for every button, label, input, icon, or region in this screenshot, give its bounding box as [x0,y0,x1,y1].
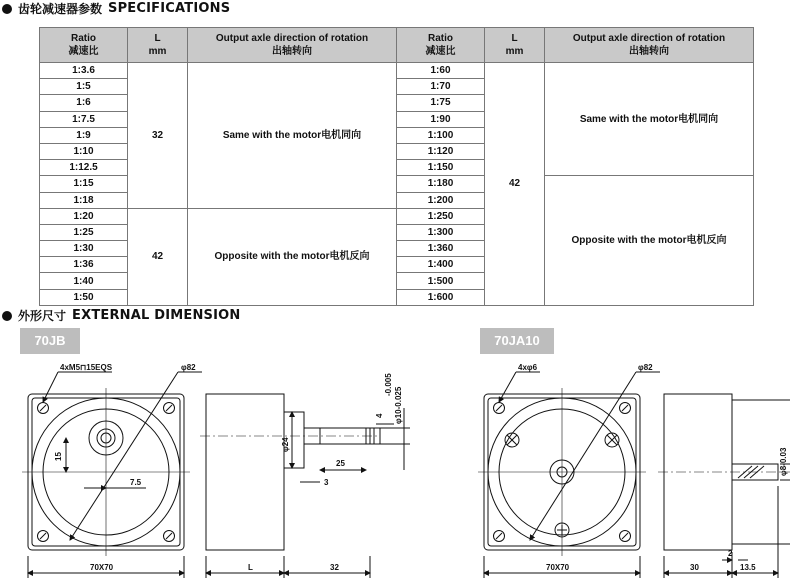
header-l: L mm [485,28,545,63]
70ja10-dia-82-label: φ82 [638,363,653,372]
70ja10-70x70-label: 70X70 [546,563,570,572]
model-tag-70jb: 70JB [20,328,80,354]
header-direction: Output axle direction of rotation 出轴转向 [188,28,397,63]
direction-cell: Opposite with the motor电机反向 [545,176,754,306]
70ja10-2-label: 2 [728,549,733,558]
ratio-cell: 1:20 [40,208,128,224]
ratio-cell: 1:40 [40,273,128,289]
header-ratio: Ratio 减速比 [397,28,485,63]
70ja10-holes-label: 4xφ6 [518,363,538,372]
70jb-dia10-label: φ10-0.025 [394,386,403,424]
70ja10-30-label: 30 [690,563,699,572]
70ja10-front-view [478,372,660,578]
ratio-cell: 1:6 [40,95,128,111]
ratio-cell: 1:5 [40,79,128,95]
header-direction: Output axle direction of rotation 出轴转向 [545,28,754,63]
ratio-cell: 1:36 [40,257,128,273]
70jb-7-5-label: 7.5 [130,478,142,487]
ratio-cell: 1:100 [397,127,485,143]
ratio-cell: 1:25 [40,224,128,240]
ratio-cell: 1:3.6 [40,63,128,79]
ratio-cell: 1:50 [40,289,128,305]
70jb-3-label: 3 [324,478,329,487]
ratio-cell: 1:200 [397,192,485,208]
ratio-cell: 1:400 [397,257,485,273]
70jb-25-label: 25 [336,459,345,468]
70ja10-13-5-label: 13.5 [740,563,756,572]
70jb-dia24-label: φ24 [281,437,290,452]
70jb-tol-label: -0.005 [384,373,393,396]
70jb-l-label: L [248,563,253,572]
70ja10-dia8-label: φ8-0.03 [779,447,788,476]
70jb-holes-label: 4xM5⊓15EQS [60,363,113,372]
l-cell: 42 [128,208,188,305]
direction-cell: Same with the motor电机同向 [188,63,397,209]
direction-cell: Same with the motor电机同向 [545,63,754,176]
ratio-cell: 1:12.5 [40,160,128,176]
ratio-cell: 1:90 [397,111,485,127]
ratio-cell: 1:9 [40,127,128,143]
ratio-cell: 1:120 [397,143,485,159]
ratio-cell: 1:180 [397,176,485,192]
model-tag-70ja10: 70JA10 [480,328,554,354]
ratio-cell: 1:500 [397,273,485,289]
ratio-cell: 1:250 [397,208,485,224]
header-l: L mm [128,28,188,63]
70jb-32-label: 32 [330,563,339,572]
ratio-cell: 1:360 [397,241,485,257]
header-ratio: Ratio 减速比 [40,28,128,63]
ratio-cell: 1:150 [397,160,485,176]
ratio-cell: 1:600 [397,289,485,305]
ratio-cell: 1:30 [40,241,128,257]
ratio-cell: 1:60 [397,63,485,79]
ratio-cell: 1:18 [40,192,128,208]
ratio-cell: 1:70 [397,79,485,95]
70jb-4-label: 4 [375,413,384,418]
ratio-cell: 1:15 [40,176,128,192]
70jb-side-view [200,394,410,578]
ratio-cell: 1:10 [40,143,128,159]
l-cell: 42 [485,63,545,306]
ratio-cell: 1:7.5 [40,111,128,127]
70jb-15-label: 15 [54,452,63,461]
70jb-dia-82-label: φ82 [181,363,196,372]
direction-cell: Opposite with the motor电机反向 [188,208,397,305]
ratio-cell: 1:300 [397,224,485,240]
70jb-70x70-label: 70X70 [90,563,114,572]
l-cell: 32 [128,63,188,209]
dimension-section-title: 外形尺寸 EXTERNAL DIMENSION [2,307,240,324]
ratio-cell: 1:75 [397,95,485,111]
spec-section-title: 齿轮减速器参数 SPECIFICATIONS [2,0,230,17]
70ja10-side-view [658,394,790,578]
70jb-front-view [22,372,202,578]
